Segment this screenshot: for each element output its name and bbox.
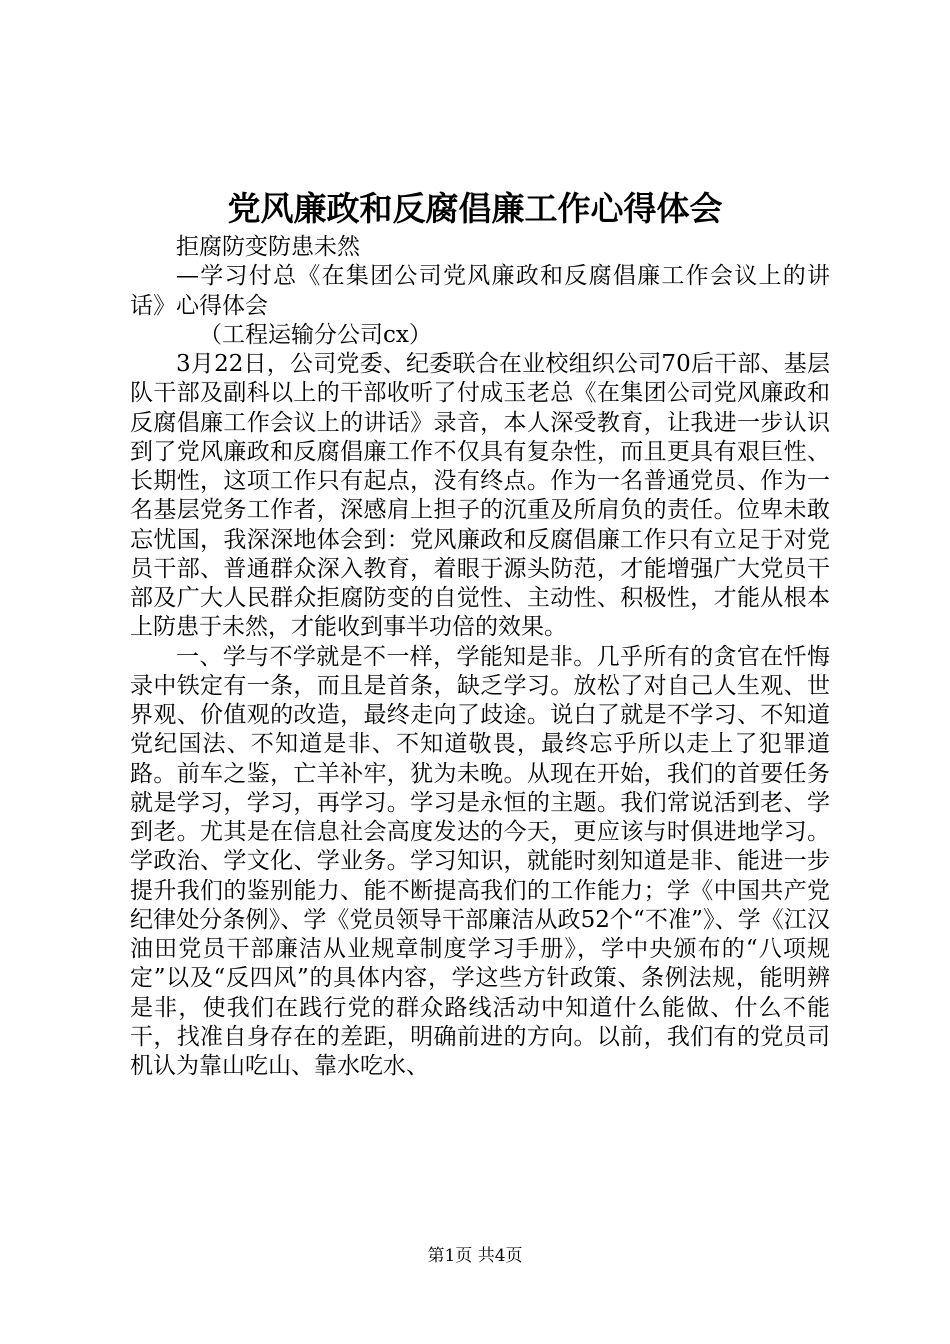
document-body	[130, 233, 830, 1081]
page-footer: 第1页 共4页	[427, 1246, 523, 1266]
paragraph-subheading: —学习付总《在集团公司党风廉政和反腐倡廉工作会议上的讲话》心得体会	[130, 263, 830, 319]
paragraph-subtitle: 拒腐防变防患未然	[176, 234, 360, 260]
paragraph-author: （工程运输分公司cx）	[199, 321, 432, 348]
paragraph-section-one: 一、学与不学就是不一样，学能知是非。几乎所有的贪官在忏悔录中铁定有一条，而且是首条，缺乏学习。放松了对自己人生观、世界观、价值观的改造，最终走向了歧途。说白了就是不学习、不知道党纪国法、不知道是非、不知道敬畏，最终忘乎所以走上了犯罪道路。前车之鉴，亡羊补牢，犹为未晚。从现在开始，我们的首要任务就是学习，学习，再学习。学习是永恒的主题。我们常说活到老、学到老。尤其是在信息社会高度发达的今天，更应该与时俱进地学习。学政治、学文化、学业务。学习知识，就能时刻知道是非、能进一步提升我们的鉴别能力、能不断提高我们的工作能力；学《中国共产党纪律处分条例》、学《党员领导干部廉洁从政52个“不准”》、学《江汉油田党员干部廉洁从业规章制度学习手册》，学中央颁布的“八项规定”以及“反四风”的具体内容，学这些方针政策、条例法规，能明辨是非，使我们在践行党的群众路线活动中知道什么能做、什么不能干，找准自身存在的差距，明确前进的方向。以前，我们有的党员司机认为靠山吃山、靠水吃水、	[130, 643, 830, 1079]
paragraph-intro: 3月22日，公司党委、纪委联合在业校组织公司70后干部、基层队干部及副科以上的干部收听了付成玉老总《在集团公司党风廉政和反腐倡廉工作会议上的讲话》录音，本人深受教育，让我进一步认识到了党风廉政和反腐倡廉工作不仅具有复杂性，而且更具有艰巨性、长期性，这项工作只有起点，没有终点。作为一名普通党员、作为一名基层党务工作者，深感肩上担子的沉重及所肩负的责任。位卑未敢忘忧国，我深深地体会到：党风廉政和反腐倡廉工作只有立足于对党员干部、普通群众深入教育，着眼于源头防范，才能增强广大党员干部及广大人民群众拒腐防变的自觉性、主动性、积极性，才能从根本上防患于未然，才能收到事半功倍的效果。	[130, 351, 830, 641]
document-title: 党风廉政和反腐倡廉工作心得体会	[227, 189, 723, 228]
